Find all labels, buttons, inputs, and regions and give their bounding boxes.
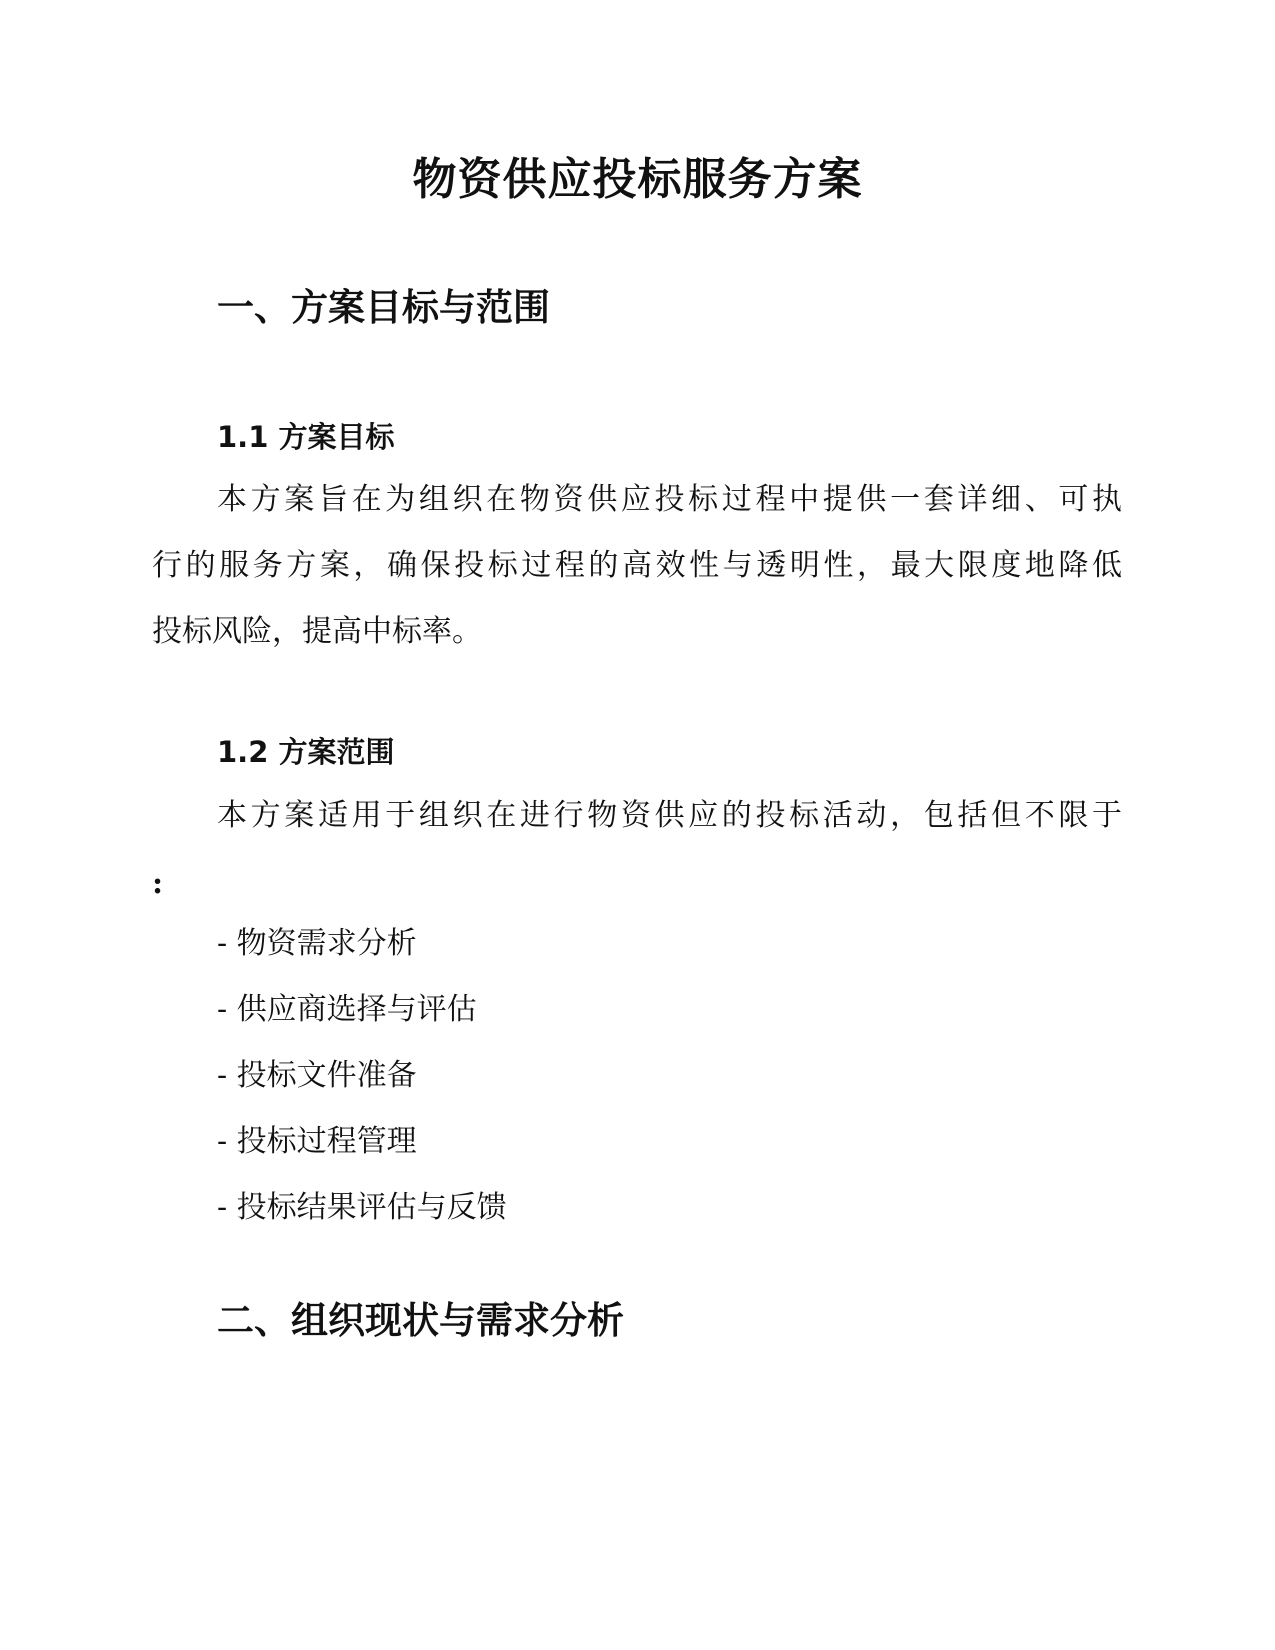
list-item: - 投标过程管理 [217,1124,417,1159]
paragraph-line: 本方案适用于组织在进行物资供应的投标活动，包括但不限于 [217,798,1122,833]
document-title: 物资供应投标服务方案 [412,154,863,205]
subsection-1-2-paragraph [152,783,1122,849]
section-2-heading: 二、组织现状与需求分析 [217,1299,624,1342]
list-item: - 物资需求分析 [217,926,417,961]
section-1-heading: 一、方案目标与范围 [217,286,550,329]
list-item: - 投标文件准备 [217,1058,417,1093]
paragraph-line: 本方案旨在为组织在物资供应投标过程中提供一套详细、可执 [217,482,1122,517]
paragraph-line: 投标风险，提高中标率。 [152,614,482,649]
paragraph-line: 行的服务方案，确保投标过程的高效性与透明性，最大限度地降低 [152,548,1122,583]
scope-list [217,911,507,1241]
list-item: - 投标结果评估与反馈 [217,1190,507,1225]
subsection-1-1-paragraph [152,467,1122,665]
paragraph-colon: : [152,866,164,901]
list-item: - 供应商选择与评估 [217,992,477,1027]
subsection-1-2-heading: 1.2 方案范围 [217,735,395,769]
subsection-1-1-heading: 1.1 方案目标 [217,420,395,454]
